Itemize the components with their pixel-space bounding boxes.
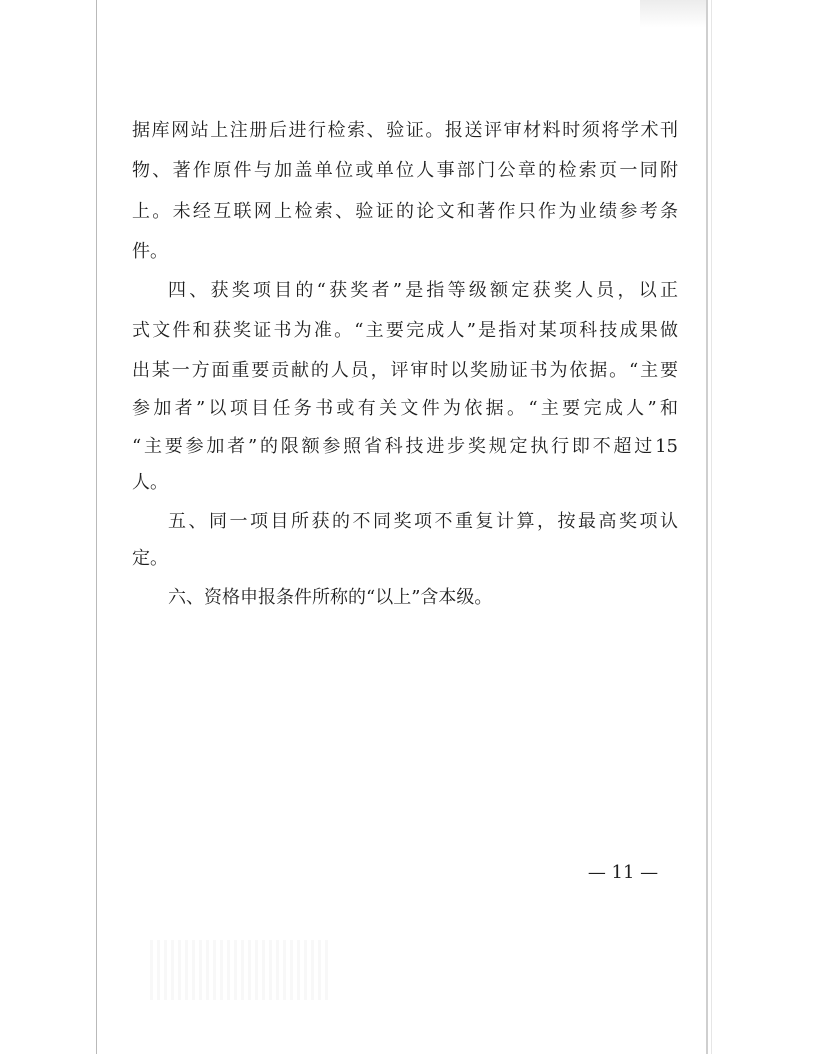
text-line: 据库网站上注册后进行检索、验证。报送评审材料时须将学术刊 — [132, 120, 678, 141]
text-line: 人。 — [132, 472, 168, 493]
page-border-right-shadow — [711, 0, 712, 1054]
text-line: 出某一方面重要贡献的人员，评审时以奖励证书为依据。“主要 — [132, 360, 678, 381]
page-border-left — [96, 0, 97, 1054]
page-border-right — [706, 0, 708, 1054]
scan-artifact — [150, 940, 330, 1000]
text-line: 上。未经互联网上检索、验证的论文和著作只作为业绩参考条 — [132, 201, 678, 222]
text-line: 式文件和获奖证书为准。“主要完成人”是指对某项科技成果做 — [132, 320, 678, 341]
scan-shadow-top — [640, 0, 706, 28]
paragraph-5-first-line: 五、同一项目所获的不同奖项不重复计算，按最高奖项认 — [168, 511, 678, 532]
paragraph-4-first-line: 四、获奖项目的“获奖者”是指等级额定获奖人员，以正 — [168, 280, 678, 301]
text-line: “主要参加者”的限额参照省科技进步奖规定执行即不超过15 — [132, 436, 678, 457]
text-line: 件。 — [132, 241, 168, 262]
page-number: — 11 — — [587, 862, 659, 883]
text-line: 定。 — [132, 548, 168, 569]
text-line: 物、著作原件与加盖单位或单位人事部门公章的检索页一同附 — [132, 160, 678, 181]
paragraph-6-line: 六、资格申报条件所称的“以上”含本级。 — [168, 587, 493, 608]
text-line: 参加者”以项目任务书或有关文件为依据。“主要完成人”和 — [132, 398, 678, 419]
